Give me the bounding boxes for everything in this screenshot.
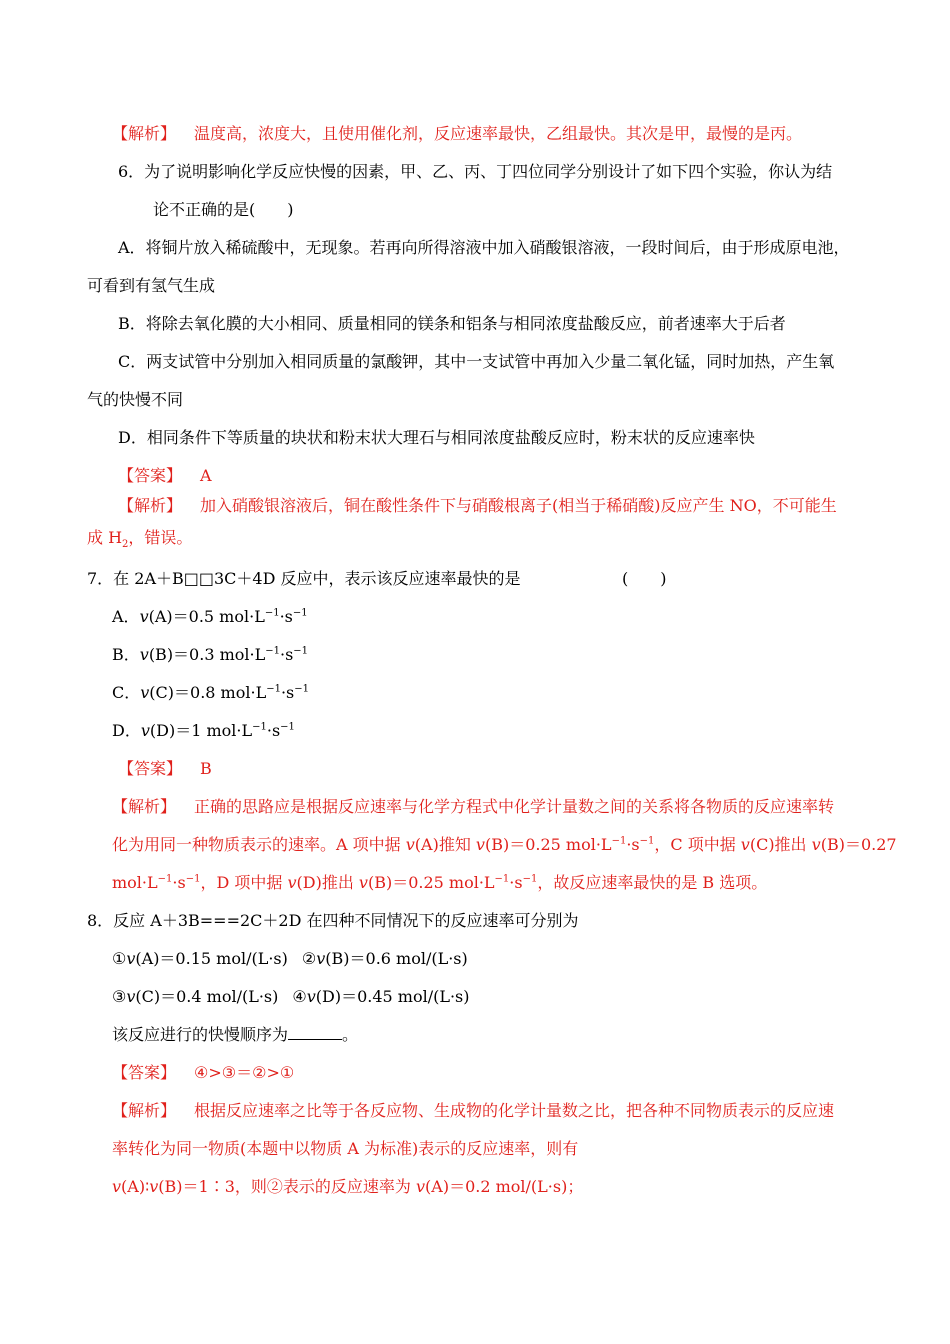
t: ② xyxy=(301,949,317,968)
q6-option-c-line1: C．两支试管中分别加入相同质量的氯酸钾，其中一支试管中再加入少量二氧化锰，同时加热，产生氧 xyxy=(118,352,835,371)
q7-answer xyxy=(118,759,212,779)
q8-answer-value: ④>③＝②>① xyxy=(194,1063,295,1082)
q8-analysis-text: 根据反应速率之比等于各反应物、生成物的化学计量数之比，把各种不同物质表示的反应速 xyxy=(194,1101,835,1120)
q6-analysis-text: 加入硝酸银溶液后，铜在酸性条件下与硝酸根离子(相当于稀硝酸)反应产生 NO，不可能生 xyxy=(200,496,837,515)
q6-stem-line2: 论不正确的是( ) xyxy=(153,200,294,219)
option-body: (D)＝1 mol·L xyxy=(149,721,253,740)
t: (B)＝0.6 mol/(L·s) xyxy=(325,949,468,968)
exp: −1 xyxy=(294,683,309,695)
rate-symbol: v xyxy=(316,949,326,968)
exp: −1 xyxy=(611,835,627,847)
exp: −1 xyxy=(293,645,309,657)
analysis-label: 【解析】 xyxy=(112,124,177,143)
t: (A)推知 xyxy=(414,835,476,854)
rate-symbol: v xyxy=(126,949,136,968)
t: (C)＝0.4 mol/(L·s) xyxy=(135,987,279,1006)
t: ·s xyxy=(626,835,640,854)
t: ，C 项中据 xyxy=(654,835,741,854)
rate-symbol: v xyxy=(306,987,316,1006)
q8-rates-row2 xyxy=(112,987,470,1007)
exp: −1 xyxy=(280,721,295,733)
t: (C)推出 xyxy=(749,835,812,854)
q7-analysis-line2 xyxy=(112,835,897,855)
rate-symbol: v xyxy=(149,1177,159,1196)
answer-label: 【答案】 xyxy=(118,759,183,778)
t: (B)＝1∶3，则②表示的反应速率为 xyxy=(158,1177,416,1196)
q8-analysis-line3 xyxy=(112,1177,583,1197)
q8-question xyxy=(112,1025,358,1045)
answer-label: 【答案】 xyxy=(112,1063,177,1082)
unit-s: ·s xyxy=(266,721,281,740)
t: (A)＝0.15 mol/(L·s) xyxy=(135,949,288,968)
rate-symbol: v xyxy=(811,835,821,854)
t: ，D 项中据 xyxy=(200,873,288,892)
t: (A)＝0.2 mol/(L·s)； xyxy=(425,1177,584,1196)
q6-answer-value: A xyxy=(200,466,212,485)
q5-analysis xyxy=(112,124,802,144)
exp: −1 xyxy=(185,873,201,885)
t: (D)推出 xyxy=(296,873,359,892)
t: (B)＝0.27 xyxy=(820,835,897,854)
t: ·s xyxy=(172,873,186,892)
q6-option-a-line1: A．将铜片放入稀硫酸中，无现象。若再向所得溶液中加入硝酸银溶液，一段时间后，由于形成原电池， xyxy=(118,238,850,257)
q7-stem xyxy=(87,569,521,589)
rate-symbol: v xyxy=(358,873,368,892)
t: ③ xyxy=(112,987,127,1006)
rate-symbol: v xyxy=(140,721,150,740)
option-body: (A)＝0.5 mol·L xyxy=(148,607,265,626)
q7-analysis-text: 正确的思路应是根据反应速率与化学方程式中化学计量数之间的关系将各物质的反应速率转 xyxy=(194,797,835,816)
t: ·s xyxy=(509,873,523,892)
q6-option-a-line2: 可看到有氢气生成 xyxy=(87,276,216,295)
q8-answer xyxy=(112,1063,294,1083)
q7-analysis-line1 xyxy=(112,797,834,817)
t: (D)＝0.45 mol/(L·s) xyxy=(315,987,470,1006)
q8-analysis-line2: 率转化为同一物质(本题中以物质 A 为标准)表示的反应速率，则有 xyxy=(112,1139,579,1158)
t: 。 xyxy=(342,1025,359,1044)
rate-symbol: v xyxy=(475,835,485,854)
t: (B)＝0.25 mol·L xyxy=(367,873,495,892)
t: 化为用同一种物质表示的速率。A 项中据 xyxy=(112,835,406,854)
analysis-label: 【解析】 xyxy=(112,797,177,816)
option-prefix: D． xyxy=(112,721,141,740)
q7-option-c xyxy=(112,683,309,703)
q7-answer-value: B xyxy=(200,759,212,778)
option-prefix: C． xyxy=(112,683,141,702)
q5-analysis-text: 温度高，浓度大，且使用催化剂，反应速率最快，乙组最快。其次是甲，最慢的是丙。 xyxy=(194,124,803,143)
q8-rates-row1 xyxy=(112,949,468,969)
exp: −1 xyxy=(522,873,538,885)
q7-stem-text: 7．在 2A＋B□□3C＋4D 反应中，表示该反应速率最快的是 xyxy=(87,569,521,588)
analysis-label: 【解析】 xyxy=(118,496,183,515)
q6-option-c-line2: 气的快慢不同 xyxy=(87,390,184,409)
q8-analysis-line1 xyxy=(112,1101,834,1121)
unit-s: ·s xyxy=(280,683,295,702)
answer-blank xyxy=(288,1025,342,1040)
answer-label: 【答案】 xyxy=(118,466,183,485)
q7-option-a xyxy=(112,607,308,627)
rate-symbol: v xyxy=(126,987,136,1006)
q6-stem-line1: 6．为了说明影响化学反应快慢的因素，甲、乙、丙、丁四位同学分别设计了如下四个实验，你认为结 xyxy=(118,162,833,181)
rate-symbol: v xyxy=(139,645,149,664)
t: ① xyxy=(112,949,127,968)
exp: −1 xyxy=(252,721,267,733)
unit-s: ·s xyxy=(279,645,294,664)
option-prefix: A． xyxy=(112,607,140,626)
q8-stem: 8．反应 A＋3B===2C＋2D 在四种不同情况下的反应速率可分别为 xyxy=(87,911,579,930)
q6-answer xyxy=(118,466,212,486)
rate-symbol: v xyxy=(740,835,750,854)
q6-analysis-text2b: ，错误。 xyxy=(128,528,193,547)
rate-symbol: v xyxy=(287,873,297,892)
exp: −1 xyxy=(157,873,173,885)
option-prefix: B． xyxy=(112,645,140,664)
analysis-label: 【解析】 xyxy=(112,1101,177,1120)
exp: −1 xyxy=(264,607,280,619)
rate-symbol: v xyxy=(139,607,149,626)
t: mol·L xyxy=(112,873,158,892)
rate-symbol: v xyxy=(416,1177,426,1196)
exp: −1 xyxy=(494,873,510,885)
option-body: (C)＝0.8 mol·L xyxy=(149,683,267,702)
q7-option-d xyxy=(112,721,295,741)
q7-analysis-line3 xyxy=(112,873,767,893)
rate-symbol: v xyxy=(405,835,415,854)
q6-option-d: D．相同条件下等质量的块状和粉末状大理石与相同浓度盐酸反应时，粉末状的反应速率快 xyxy=(118,428,755,447)
unit-s: ·s xyxy=(279,607,293,626)
t: ，故反应速率最快的是 B 选项。 xyxy=(537,873,768,892)
exp: −1 xyxy=(265,645,280,657)
q6-option-b: B．将除去氧化膜的大小相同、质量相同的镁条和铝条与相同浓度盐酸反应，前者速率大于后者 xyxy=(118,314,786,333)
q7-paren: ( ) xyxy=(622,569,667,588)
q6-analysis-line2 xyxy=(87,528,193,551)
exp: −1 xyxy=(639,835,655,847)
rate-symbol: v xyxy=(140,683,150,702)
q6-analysis-text2a: 成 H xyxy=(87,528,123,547)
q6-analysis-line1 xyxy=(118,496,837,516)
exp: −1 xyxy=(266,683,281,695)
t: 该反应进行的快慢顺序为 xyxy=(112,1025,289,1044)
h2-subscript: 2 xyxy=(122,539,129,551)
rate-symbol: v xyxy=(112,1177,122,1196)
option-body: (B)＝0.3 mol·L xyxy=(148,645,266,664)
exp: −1 xyxy=(292,607,308,619)
q7-option-b xyxy=(112,645,308,665)
t: ④ xyxy=(292,987,307,1006)
t: (A)∶ xyxy=(121,1177,150,1196)
t: (B)＝0.25 mol·L xyxy=(484,835,612,854)
